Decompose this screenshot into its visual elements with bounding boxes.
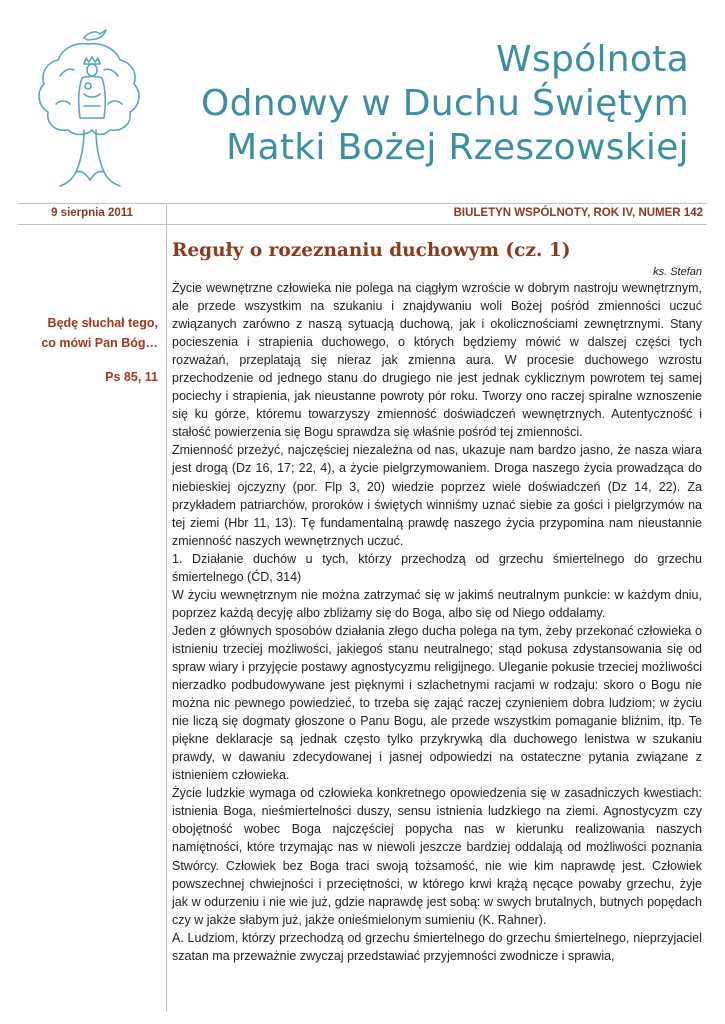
- title-line-1: Wspólnota: [496, 39, 689, 80]
- article-paragraph: Zmienność przeżyć, najczęściej niezależna od nas, ukazuje nam bardzo jasno, że nasza wiara jest drogą (Dz 16, 17; 22, 4), a życie pielgrzymowaniem. Droga naszego życia prowadząca do niebieskiej ojczyzny (por. Flp 3, 20) wiedzie poprzez wiele doświadczeń (Dz 14, 22). Za przykładem patriarchów, proroków i świętych winniśmy uznać siebie za gości i pielgrzymów na tej ziemi (Hbr 11, 13). Tę fundamentalną prawdę naszego życia przypomina nam nieustannie zmienność naszych wewnętrznych uczuć.: [172, 443, 702, 548]
- community-title: [201, 38, 689, 170]
- sidebar-quote: [18, 313, 158, 387]
- title-line-2: Odnowy w Duchu Świętym: [200, 83, 689, 124]
- article: [172, 236, 702, 965]
- title-line-3: Matki Bożej Rzeszowskiej: [226, 127, 689, 168]
- article-paragraph: 1. Działanie duchów u tych, którzy przechodzą od grzechu śmiertelnego do grzechu śmiertelnego (ĆD, 314): [172, 551, 702, 584]
- article-paragraph: Jeden z głównych sposobów działania złego ducha polega na tym, żeby przekonać człowieka o istnieniu trzeciej możliwości, jakiegoś stanu neutralnego; stąd pokusa zdystansowania się od spraw wiary i przyjęcie postawy agnostycyzmu religijnego. Uleganie pokusie trzeciej możliwości nierzadko podbudowywane jest pięknymi i szlachetnymi racjami w rodzaju: skoro o Bogu nie można nic pewnego powiedzieć, to trzeba się zająć raczej czynieniem dobra ludziom; w życiu nie liczą się dogmaty głoszone o Panu Bogu, ale przede wszystkim pomaganie bliźnim, itp. Te piękne deklaracje są jednak często tylko przykrywką dla duchowego lenistwa w szukaniu prawdy, w dawaniu zdecydowanej i jasnej odpowiedzi na ostateczne pytania związane z istnieniem człowieka.: [172, 623, 702, 783]
- bar-divider: [166, 204, 167, 224]
- column-divider: [166, 224, 167, 1012]
- article-paragraph: Życie wewnętrzne człowieka nie polega na ciągłym wzroście w dobrym nastroju wewnętrznym, ale przede wszystkim na szukaniu i znajdywaniu woli Bożej pośród zmienności uczuć związanych zarówno z naszą sytuacją duchową, jak i okolicznościami zewnętrznymi. Stany pocieszenia i strapienia duchowego, o których będziemy mówić w dalszej części tych rozważań, przeplatają się nieraz jak zmienna aura. W procesie duchowego wzrostu przechodzenie od jednego stanu do drugiego nie jest jednak cyklicznym powrotem tej samej pociechy i strapienia, jak nieustanne powroty pór roku. Tworzy ono raczej spiralne wznoszenie się ku górze, któremu towarzyszy zmienność doświadczeń wewnętrznych. Autentyczność i stałość powierzenia się Bogu sprawdza się właśnie pośród tej zmienności.: [172, 281, 702, 440]
- bulletin-info: BIULETYN WSPÓLNOTY, ROK IV, NUMER 142: [453, 207, 703, 219]
- quote-line-1: Będę słuchał tego,: [47, 316, 158, 330]
- community-logo-tree: [26, 24, 156, 194]
- article-paragraph: A. Ludziom, którzy przechodzą od grzechu śmiertelnego do grzechu śmiertelnego, nieprzyjaciel szatan ma przeważnie zwyczaj przedstawiać przyjemności zwodnicze i sprawia,: [172, 930, 702, 963]
- issue-info-bar: [18, 203, 707, 225]
- quote-reference: Ps 85, 11: [105, 370, 158, 384]
- article-paragraph: W życiu wewnętrznym nie można zatrzymać się w jakimś neutralnym punkcie: w każdym dniu, poprzez każdą decyję albo zbliżamy się do Boga, albo się od Niego oddalamy.: [172, 587, 702, 620]
- article-title: Reguły o rozeznaniu duchowym (cz. 1): [172, 240, 571, 261]
- article-author: ks. Stefan: [653, 266, 702, 278]
- issue-date: 9 sierpnia 2011: [51, 207, 133, 219]
- quote-line-2: co mówi Pan Bóg…: [41, 336, 158, 350]
- article-paragraph: Życie ludzkie wymaga od człowieka konkretnego opowiedzenia się w zasadniczych kwestiach: istnienia Boga, nieśmiertelności duszy, sensu istnienia ludzkiego na ziemi. Agnostycyzm czy obojętność wobec Boga najczęściej popycha nas w kierunku realizowania naszych namiętności, które trzymając nas w niewoli jeszcze bardziej oddalają od możliwości poznania Stwórcy. Człowiek bez Boga traci swoją tożsamość, nie wie kim naprawdę jest. Człowiek powszechnej chwiejności i przeciętności, w którego krwi krążą nęcące powaby grzechu, żyje jak w odurzeniu i nie wie już, gdzie naprawdę jest sobą: w swych brutalnych, butnych popędach czy w jakże słabym już, jakże onieśmielonym sumieniu (K. Rahner).: [172, 786, 702, 927]
